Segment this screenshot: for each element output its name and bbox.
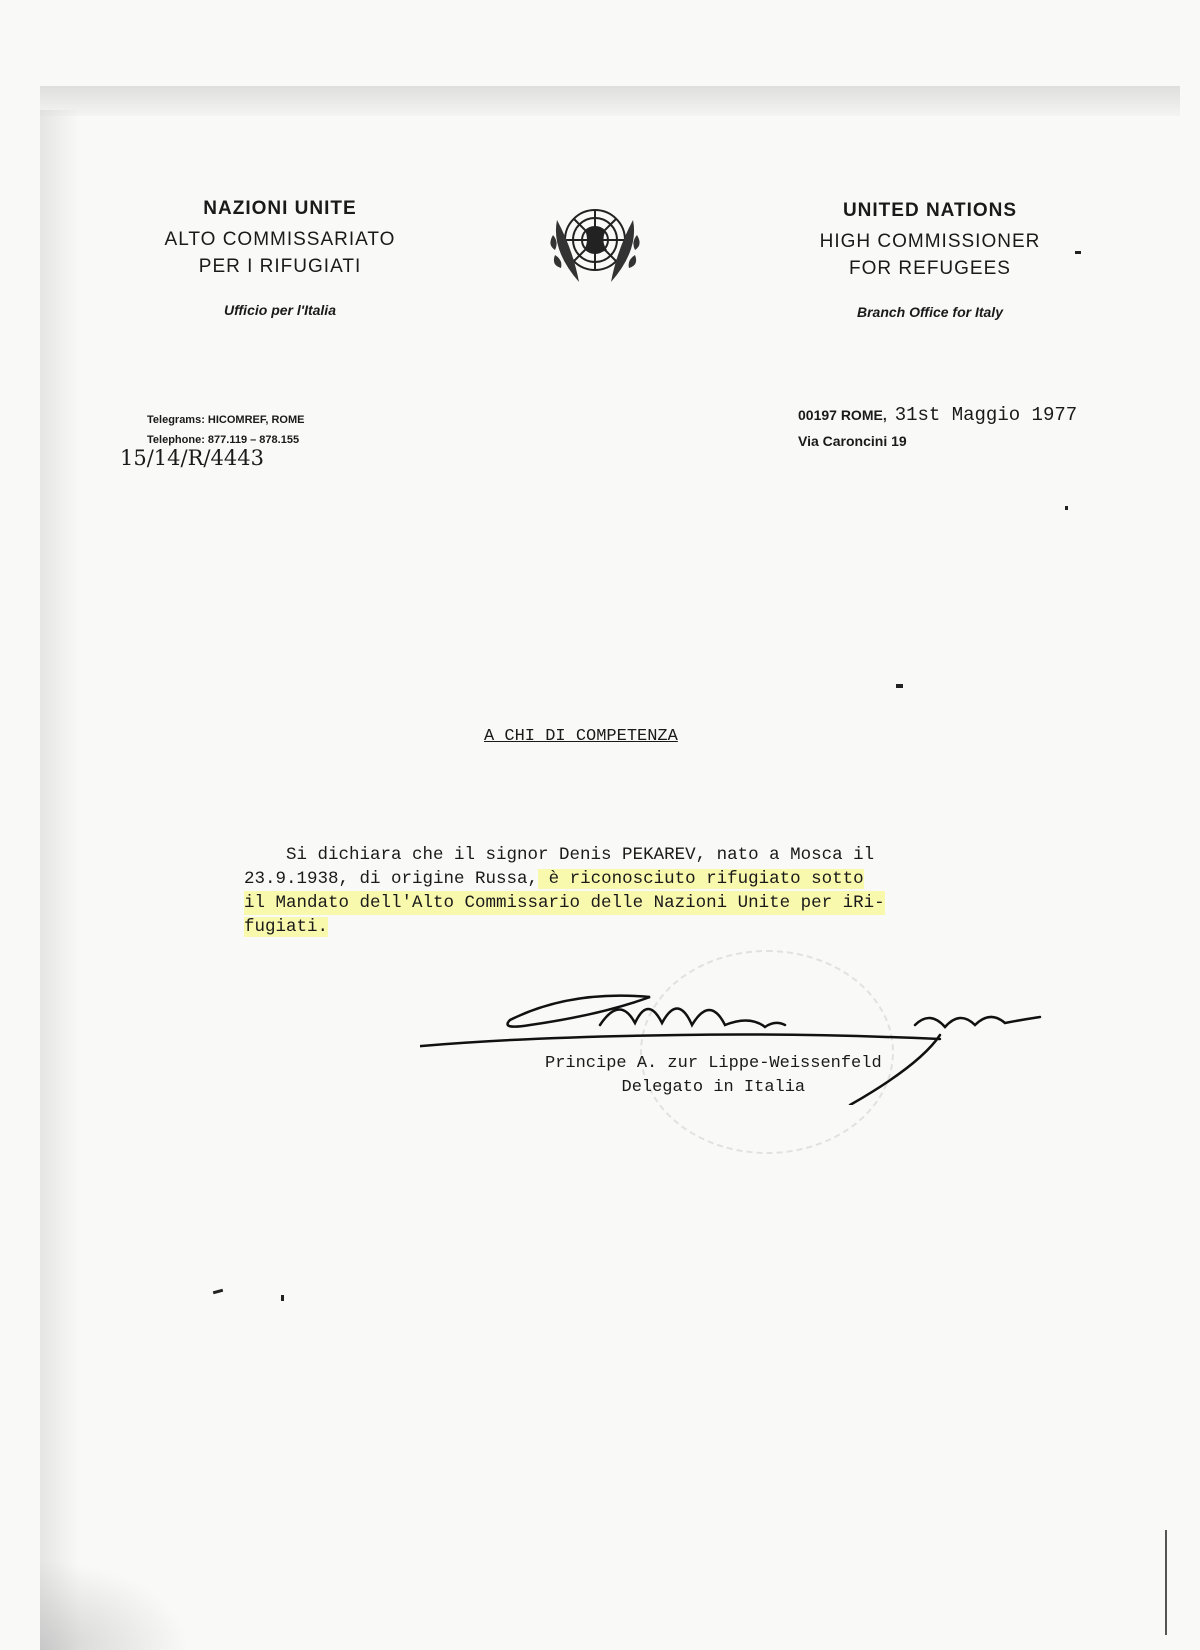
org-line-1-italian: ALTO COMMISSARIATO [164,229,396,250]
scan-shadow-bottom [40,1560,190,1650]
signatory-name: Principe A. zur Lippe-Weissenfeld [545,1054,882,1073]
address-street: Via Caroncini 19 [798,433,907,449]
body-line-4: fugiati. [244,917,329,937]
signatory-title: Delegato in Italia [621,1078,806,1097]
contact-block [147,410,305,450]
org-name-english: UNITED NATIONS [842,200,1018,221]
org-name-italian: NAZIONI UNITE [203,198,357,219]
letter-body [244,843,1014,939]
org-line-2-italian: PER I RIFUGIATI [198,256,362,277]
org-line-1-english: HIGH COMMISSIONER [819,231,1041,252]
scan-speck [1075,251,1081,254]
address-city: 00197 ROME, [798,407,887,423]
address-block [798,402,1077,454]
scan-speck [213,1289,223,1294]
telegrams-line: Telegrams: HICOMREF, ROME [147,414,305,426]
scan-speck [896,684,903,688]
body-line-3: il Mandato dell'Alto Commissario delle Nazioni Unite per iRi- [244,893,885,913]
scan-shadow-top [40,86,1180,116]
reference-number: 15/14/R/4443 [120,446,264,470]
letterhead-english [770,200,1090,320]
un-emblem-icon [535,190,655,300]
scan-shadow-left [40,110,80,1650]
org-line-2-english: FOR REFUGEES [849,258,1011,279]
body-line-2: 23.9.1938, di origine Russa, è riconosciuto rifugiato sotto [244,869,864,889]
office-italian: Ufficio per l'Italia [224,302,336,318]
body-line-1: Si dichiara che il signor Denis PEKAREV, nato a Mosca il [244,845,875,865]
scan-speck [1065,506,1068,510]
scan-speck [281,1295,284,1301]
letterhead-italian [130,198,430,318]
scan-edge-line [1165,1530,1167,1635]
signatory-block [545,1052,882,1100]
office-english: Branch Office for Italy [856,304,1003,320]
letter-heading: A CHI DI COMPETENZA [484,727,678,746]
letter-date: 31st Maggio 1977 [894,404,1078,426]
telephone-line: Telephone: 877.119 – 878.155 [147,434,300,446]
